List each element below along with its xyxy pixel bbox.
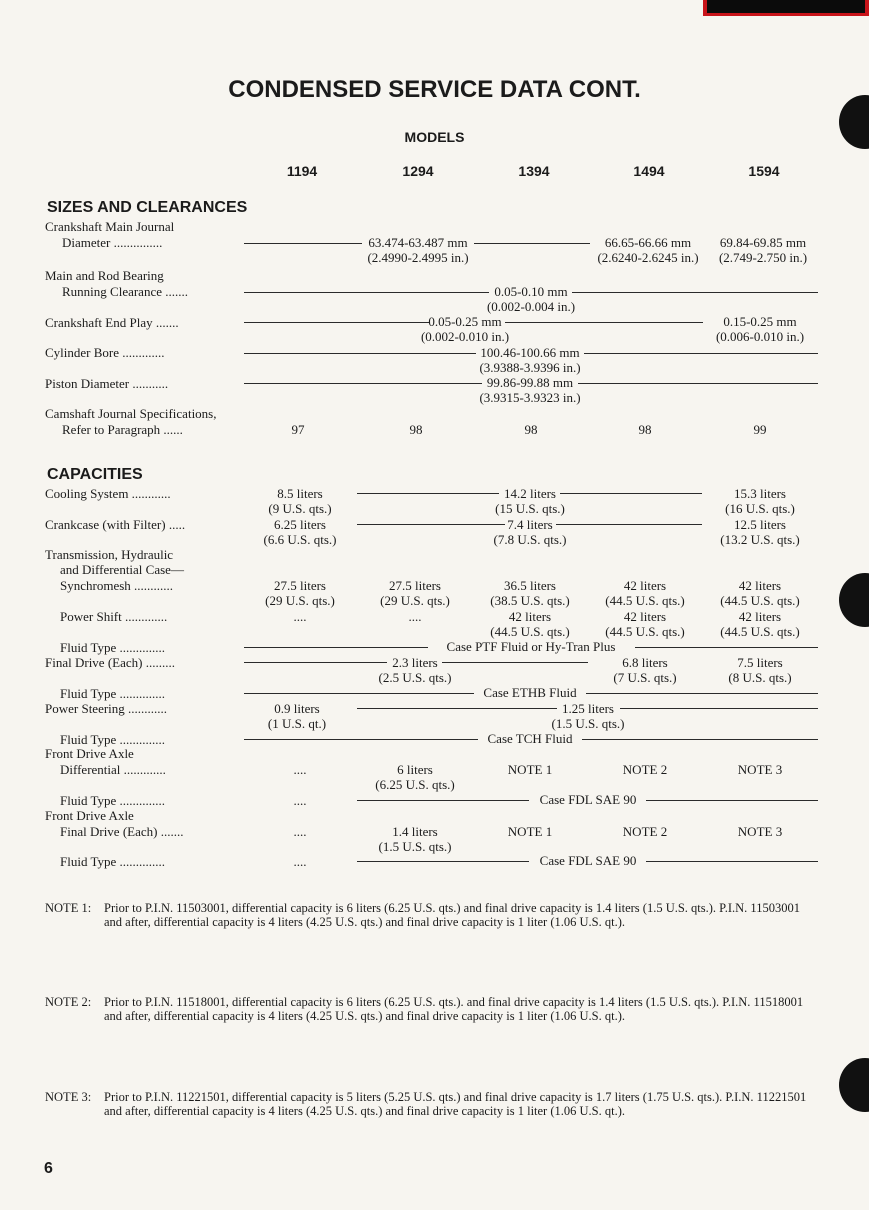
front-final-drive-1294: 1.4 liters (1.5 U.S. qts.): [378, 824, 452, 854]
range-line: [357, 524, 505, 525]
note-label: NOTE 1:: [45, 901, 92, 915]
binder-hole-middle: [839, 573, 869, 627]
differential-1294: 6 liters (6.25 U.S. qts.): [375, 762, 455, 792]
range-line: [244, 662, 387, 663]
power-shift-1194: ....: [293, 609, 307, 624]
note-3: [45, 1090, 820, 1118]
fluid-type-differential-1194: ....: [293, 793, 307, 808]
label-fluid-type-final-drive: Fluid Type ..............: [60, 686, 166, 701]
fluid-type-transmission: Case PTF Fluid or Hy-Tran Plus: [446, 639, 616, 654]
page-number: 6: [44, 1160, 53, 1177]
section-sizes-clearances: SIZES AND CLEARANCES: [47, 199, 248, 216]
fluid-type-steering: Case TCH Fluid: [487, 731, 573, 746]
range-line: [560, 493, 702, 494]
section-capacities: CAPACITIES: [47, 466, 143, 483]
piston-diameter-all: 99.86-99.88 mm (3.9315-3.9323 in.): [479, 375, 581, 405]
label-fluid-type-steering: Fluid Type ..............: [60, 732, 166, 747]
label-crankshaft-end-play: Crankshaft End Play .......: [45, 315, 179, 330]
fluid-type-front-final: Case FDL SAE 90: [539, 853, 637, 868]
note-2: [45, 995, 820, 1023]
range-line: [578, 383, 818, 384]
cooling-1594: 15.3 liters (16 U.S. qts.): [725, 486, 795, 516]
front-final-drive-1394: NOTE 1: [507, 824, 553, 839]
label-differential-case: and Differential Case—: [60, 562, 184, 577]
power-steering-1294-1594: 1.25 liters (1.5 U.S. qts.): [551, 701, 625, 731]
fluid-type-front-final-1194: ....: [293, 854, 307, 869]
synchromesh-1194: 27.5 liters (29 U.S. qts.): [265, 578, 335, 608]
range-line: [572, 292, 818, 293]
label-power-shift: Power Shift .............: [60, 609, 168, 624]
range-line: [556, 524, 702, 525]
label-cylinder-bore: Cylinder Bore .............: [45, 345, 165, 360]
label-fluid-type-front-final: Fluid Type ..............: [60, 854, 166, 869]
range-line: [584, 353, 818, 354]
note-label: NOTE 2:: [45, 995, 92, 1009]
note-1: [45, 901, 820, 929]
differential-1494: NOTE 2: [622, 762, 668, 777]
range-line: [505, 322, 703, 323]
note-text: Prior to P.I.N. 11221501, differential capacity is 5 liters (5.25 U.S. qts.) and final drive capacity is 1.7 liters (1.75 U.S. qts.). P.I.N. 11221501 and after, differential capacity is 4 liters (4.25 U.S. qts.) and final drive capacity is 1 liter (1.06 U.S. qt.).: [104, 1090, 807, 1118]
range-line: [646, 800, 818, 801]
running-clearance-all: 0.05-0.10 mm (0.002-0.004 in.): [486, 284, 576, 314]
model-1494: 1494: [633, 163, 665, 179]
journal-diameter-1194-1394: 63.474-63.487 mm (2.4990-2.4995 in.): [367, 235, 469, 265]
camshaft-1594: 99: [753, 422, 767, 437]
range-line: [244, 647, 428, 648]
label-camshaft-journal: Camshaft Journal Specifications,: [45, 406, 217, 421]
camshaft-1494: 98: [638, 422, 652, 437]
camshaft-1394: 98: [524, 422, 538, 437]
label-front-drive-axle-1: Front Drive Axle: [45, 746, 134, 761]
label-crankcase: Crankcase (with Filter) .....: [45, 517, 186, 532]
front-final-drive-1494: NOTE 2: [622, 824, 668, 839]
range-line: [244, 739, 478, 740]
range-line: [586, 693, 818, 694]
final-drive-1594: 7.5 liters (8 U.S. qts.): [728, 655, 792, 685]
synchromesh-1494: 42 liters (44.5 U.S. qts.): [605, 578, 685, 608]
range-line: [442, 662, 588, 663]
fluid-type-differential: Case FDL SAE 90: [539, 792, 637, 807]
model-1594: 1594: [748, 163, 780, 179]
power-shift-1494: 42 liters (44.5 U.S. qts.): [605, 609, 685, 639]
range-line: [244, 243, 362, 244]
power-shift-1294: ....: [408, 609, 422, 624]
range-line: [635, 647, 818, 648]
journal-diameter-1594: 69.84-69.85 mm (2.749-2.750 in.): [718, 235, 808, 265]
page-edge-tab: [703, 0, 869, 16]
synchromesh-1394: 36.5 liters (38.5 U.S. qts.): [490, 578, 570, 608]
range-line: [244, 292, 489, 293]
range-line: [357, 493, 499, 494]
label-transmission: Transmission, Hydraulic: [45, 547, 174, 562]
cylinder-bore-all: 100.46-100.66 mm (3.9388-3.9396 in.): [479, 345, 581, 375]
power-steering-1194: 0.9 liters (1 U.S. qt.): [267, 701, 327, 731]
differential-1594: NOTE 3: [737, 762, 783, 777]
label-main-rod-bearing: Main and Rod Bearing: [45, 268, 164, 283]
differential-1194: ....: [293, 762, 307, 777]
range-line: [244, 353, 476, 354]
final-drive-1494: 6.8 liters (7 U.S. qts.): [613, 655, 677, 685]
note-text: Prior to P.I.N. 11518001, differential capacity is 6 liters (6.25 U.S. qts.). and final drive capacity is 1.4 liters (1.5 U.S. qts.). P.I.N. 11518001 and after, differential capacity is 4 liters (4.25 U.S. qts.) and final drive capacity is 1 liter (1.06 U.S. qt.).: [104, 995, 804, 1023]
end-play-1594: 0.15-0.25 mm (0.006-0.010 in.): [715, 314, 805, 344]
crankcase-1594: 12.5 liters (13.2 U.S. qts.): [720, 517, 800, 547]
range-line: [357, 800, 529, 801]
range-line: [244, 322, 430, 323]
label-power-steering: Power Steering ............: [45, 701, 168, 716]
models-heading: MODELS: [404, 129, 465, 145]
label-front-drive-axle-2: Front Drive Axle: [45, 808, 134, 823]
front-final-drive-1194: ....: [293, 824, 307, 839]
label-differential: Differential .............: [60, 762, 166, 777]
label-running-clearance: Running Clearance .......: [62, 284, 188, 299]
range-line: [244, 693, 474, 694]
label-final-drive-front: Final Drive (Each) .......: [60, 824, 184, 839]
range-line: [474, 243, 590, 244]
differential-1394: NOTE 1: [507, 762, 553, 777]
final-drive-1194-1394: 2.3 liters (2.5 U.S. qts.): [378, 655, 452, 685]
range-line: [357, 708, 557, 709]
journal-diameter-1494: 66.65-66.66 mm (2.6240-2.6245 in.): [597, 235, 699, 265]
label-crankshaft-main-journal: Crankshaft Main Journal: [45, 219, 175, 234]
synchromesh-1294: 27.5 liters (29 U.S. qts.): [380, 578, 450, 608]
end-play-1194-1494: 0.05-0.25 mm (0.002-0.010 in.): [420, 314, 510, 344]
synchromesh-1594: 42 liters (44.5 U.S. qts.): [720, 578, 800, 608]
binder-hole-bottom: [839, 1058, 869, 1112]
camshaft-1294: 98: [409, 422, 423, 437]
note-text: Prior to P.I.N. 11503001, differential capacity is 6 liters (6.25 U.S. qts.) and final drive capacity is 1.4 liters (1.5 U.S. qts.). P.I.N. 11503001 and after, differential capacity is 4 liters (4.25 U.S. qts.) and final drive capacity is 1 liter (1.06 U.S. qt.).: [104, 901, 800, 929]
label-final-drive: Final Drive (Each) .........: [45, 655, 175, 670]
label-refer-to-paragraph: Refer to Paragraph ......: [62, 422, 183, 437]
power-shift-1594: 42 liters (44.5 U.S. qts.): [720, 609, 800, 639]
note-label: NOTE 3:: [45, 1090, 92, 1104]
page-title: CONDENSED SERVICE DATA CONT.: [228, 76, 641, 103]
label-diameter: Diameter ...............: [62, 235, 163, 250]
range-line: [620, 708, 818, 709]
crankcase-1294-1494: 7.4 liters (7.8 U.S. qts.): [493, 517, 567, 547]
crankcase-1194: 6.25 liters (6.6 U.S. qts.): [263, 517, 337, 547]
range-line: [646, 861, 818, 862]
label-fluid-type-transmission: Fluid Type ..............: [60, 640, 166, 655]
label-synchromesh: Synchromesh ............: [60, 578, 174, 593]
model-1294: 1294: [402, 163, 434, 179]
camshaft-1194: 97: [291, 422, 305, 437]
range-line: [582, 739, 818, 740]
range-line: [244, 383, 482, 384]
cooling-1294-1494: 14.2 liters (15 U.S. qts.): [495, 486, 565, 516]
model-1194: 1194: [286, 163, 318, 179]
label-piston-diameter: Piston Diameter ...........: [45, 376, 169, 391]
range-line: [357, 861, 529, 862]
fluid-type-final-drive: Case ETHB Fluid: [483, 685, 577, 700]
power-shift-1394: 42 liters (44.5 U.S. qts.): [490, 609, 570, 639]
label-cooling-system: Cooling System ............: [45, 486, 171, 501]
front-final-drive-1594: NOTE 3: [737, 824, 783, 839]
model-1394: 1394: [518, 163, 550, 179]
label-fluid-type-differential: Fluid Type ..............: [60, 793, 166, 808]
cooling-1194: 8.5 liters (9 U.S. qts.): [268, 486, 332, 516]
